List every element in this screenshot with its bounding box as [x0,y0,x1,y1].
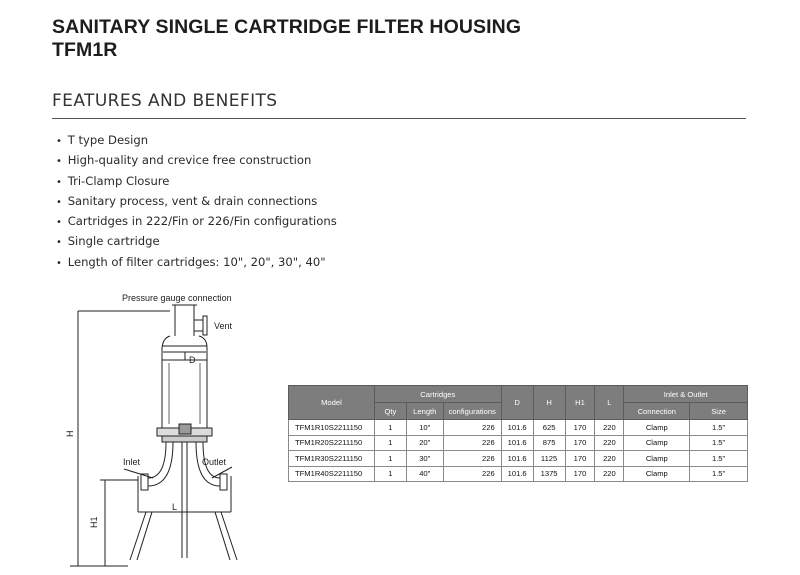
header-h: H [533,386,565,420]
title-line-2: TFM1R [52,39,118,61]
cell-model: TFM1R20S2211150 [289,435,375,451]
cell-config: 226 [443,466,501,482]
cell-d: 101.6 [501,420,533,436]
features-list [56,131,337,273]
cell-config: 226 [443,435,501,451]
bullet-icon: • [56,237,62,249]
cell-d: 101.6 [501,435,533,451]
cell-length: 20" [406,435,443,451]
bullet-icon: • [56,257,62,269]
cell-l: 220 [595,420,624,436]
l-label: L [172,502,178,512]
filter-housing-drawing [0,285,290,575]
cell-h1: 170 [565,451,595,467]
bullet-icon: • [56,156,62,168]
features-heading: FEATURES AND BENEFITS [52,91,278,111]
cell-qty: 1 [374,451,406,467]
section-divider [52,118,746,119]
feature-item [56,151,337,171]
header-d: D [501,386,533,420]
table-row [289,420,748,436]
cell-connection: Clamp [624,466,690,482]
header-configurations: configurations [443,403,501,420]
cell-model: TFM1R40S2211150 [289,466,375,482]
bullet-icon: • [56,217,62,229]
table-row [289,466,748,482]
feature-text: T type Design [67,133,149,147]
cell-l: 220 [595,466,624,482]
header-l: L [595,386,624,420]
feature-text: Sanitary process, vent & drain connections [67,193,318,208]
header-h1: H1 [565,386,595,420]
feature-item [56,232,337,252]
cell-length: 40" [406,466,443,482]
cell-h1: 170 [565,466,595,482]
cell-connection: Clamp [624,451,690,467]
cell-qty: 1 [374,420,406,436]
cell-h: 1125 [533,451,565,467]
cell-l: 220 [595,435,624,451]
d-label: D [189,355,196,365]
cell-length: 30" [406,451,443,467]
bullet-icon: • [56,196,62,208]
cell-d: 101.6 [501,451,533,467]
feature-text: High-quality and crevice free construction [67,153,312,168]
feature-item [56,192,337,212]
feature-item [56,212,337,232]
cell-qty: 1 [374,435,406,451]
document-title [52,16,521,62]
bullet-icon: • [56,136,62,147]
specifications-table [288,385,748,482]
feature-text: Tri-Clamp Closure [67,173,170,188]
cell-size: 1.5" [690,466,748,482]
cell-connection: Clamp [624,435,690,451]
header-size: Size [690,403,748,420]
cell-connection: Clamp [624,420,690,436]
cell-length: 10" [406,420,443,436]
bullet-icon: • [56,176,62,188]
cell-d: 101.6 [501,466,533,482]
header-cartridges: Cartridges [374,386,501,403]
pressure-gauge-label: Pressure gauge connection [122,293,232,303]
cell-model: TFM1R30S2211150 [289,451,375,467]
cell-l: 220 [595,451,624,467]
feature-item [56,172,337,192]
cell-size: 1.5" [690,435,748,451]
feature-text: Length of filter cartridges: 10", 20", 30", 40" [67,254,326,269]
inlet-label: Inlet [123,457,141,467]
cell-config: 226 [443,420,501,436]
feature-text: Single cartridge [67,234,160,249]
h-label: H [65,430,75,437]
cell-h: 1375 [533,466,565,482]
h1-label: H1 [89,516,99,528]
outlet-label: Outlet [202,457,227,467]
header-qty: Qty [374,403,406,420]
cell-config: 226 [443,451,501,467]
title-line-1: SANITARY SINGLE CARTRIDGE FILTER HOUSING [52,16,522,38]
cell-size: 1.5" [690,420,748,436]
header-connection: Connection [624,403,690,420]
cell-h1: 170 [565,435,595,451]
cell-h1: 170 [565,420,595,436]
vent-label: Vent [214,321,233,331]
feature-item [56,131,337,151]
header-inlet-outlet: Inlet & Outlet [624,386,748,403]
cell-h: 625 [533,420,565,436]
header-model: Model [289,386,375,420]
header-length: Length [406,403,443,420]
feature-item [56,253,337,273]
cell-model: TFM1R10S2211150 [289,420,375,436]
cell-size: 1.5" [690,451,748,467]
table-row [289,435,748,451]
table-row [289,451,748,467]
cell-qty: 1 [374,466,406,482]
feature-text: Cartridges in 222/Fin or 226/Fin configurations [67,214,337,229]
cell-h: 875 [533,435,565,451]
